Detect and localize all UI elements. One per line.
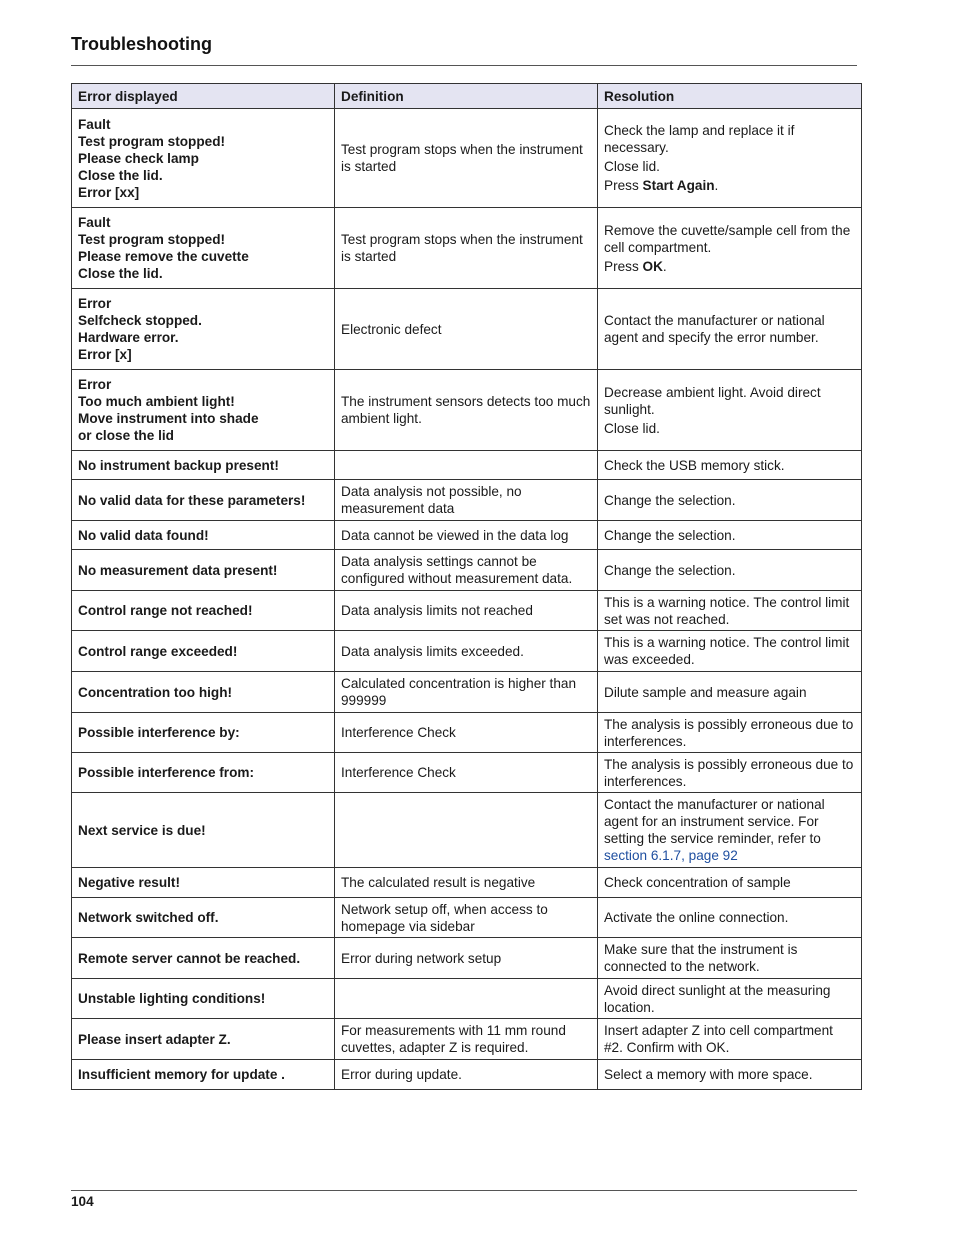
error-line: Too much ambient light! bbox=[78, 394, 235, 409]
error-cell bbox=[72, 521, 335, 550]
section-reference-link[interactable]: section 6.1.7, page 92 bbox=[604, 848, 738, 863]
resolution-text: Press bbox=[604, 178, 643, 193]
resolution-cell bbox=[598, 370, 862, 451]
error-line: Possible interference from: bbox=[78, 765, 255, 780]
resolution-text: The analysis is possibly erroneous due to interferences. bbox=[604, 756, 854, 789]
error-line: Error [xx] bbox=[78, 184, 140, 200]
resolution-text: Activate the online connection. bbox=[604, 910, 789, 925]
definition-cell bbox=[335, 979, 598, 1019]
resolution-paragraph bbox=[604, 982, 855, 1016]
resolution-paragraph bbox=[604, 492, 855, 509]
table-row bbox=[72, 1060, 862, 1090]
table-row bbox=[72, 451, 862, 480]
resolution-cell bbox=[598, 753, 862, 793]
error-cell bbox=[72, 938, 335, 979]
resolution-cell bbox=[598, 1060, 862, 1090]
definition-cell: Calculated concentration is higher than 999999 bbox=[335, 672, 598, 713]
resolution-text: Select a memory with more space. bbox=[604, 1067, 813, 1082]
resolution-text: Change the selection. bbox=[604, 492, 736, 508]
resolution-text: This is a warning notice. The control limit set was not reached. bbox=[604, 594, 850, 627]
resolution-text: . bbox=[662, 258, 667, 274]
resolution-paragraph bbox=[604, 420, 855, 437]
error-cell bbox=[72, 793, 335, 868]
definition-cell: Data analysis settings cannot be configured without measurement data. bbox=[335, 550, 598, 591]
resolution-paragraph bbox=[604, 634, 855, 668]
table-row bbox=[72, 938, 862, 979]
resolution-text: Change the selection. bbox=[604, 562, 736, 578]
resolution-cell bbox=[598, 480, 862, 521]
resolution-paragraph bbox=[604, 941, 855, 975]
error-cell bbox=[72, 979, 335, 1019]
error-line: Negative result! bbox=[78, 875, 180, 890]
error-line: Please check lamp bbox=[78, 150, 199, 166]
resolution-paragraph bbox=[604, 122, 855, 156]
resolution-paragraph bbox=[604, 312, 855, 346]
definition-cell: Error during network setup bbox=[335, 938, 598, 979]
error-line: Please remove the cuvette bbox=[78, 249, 249, 264]
column-header-resolution: Resolution bbox=[598, 84, 862, 109]
resolution-text: Press bbox=[604, 258, 643, 274]
resolution-text: Check concentration of sample bbox=[604, 875, 791, 890]
error-cell bbox=[72, 631, 335, 672]
resolution-cell bbox=[598, 938, 862, 979]
resolution-cell bbox=[598, 289, 862, 370]
column-header-definition: Definition bbox=[335, 84, 598, 109]
table-row bbox=[72, 550, 862, 591]
resolution-text: Change the selection. bbox=[604, 527, 736, 543]
resolution-paragraph bbox=[604, 222, 855, 256]
resolution-cell bbox=[598, 521, 862, 550]
error-line: Selfcheck stopped. bbox=[78, 313, 202, 328]
resolution-cell bbox=[598, 109, 862, 208]
resolution-paragraph bbox=[604, 594, 855, 628]
definition-cell: Error during update. bbox=[335, 1060, 598, 1090]
resolution-paragraph bbox=[604, 796, 855, 864]
error-line: Remote server cannot be reached. bbox=[78, 950, 301, 966]
definition-cell: Network setup off, when access to homepage via sidebar bbox=[335, 898, 598, 938]
resolution-paragraph bbox=[604, 258, 855, 275]
error-line: Control range not reached! bbox=[78, 603, 253, 618]
table-row bbox=[72, 631, 862, 672]
error-line: No valid data found! bbox=[78, 527, 209, 543]
definition-cell: Data analysis not possible, no measurement data bbox=[335, 480, 598, 521]
error-cell bbox=[72, 451, 335, 480]
page-number: 104 bbox=[71, 1194, 94, 1209]
table-row bbox=[72, 753, 862, 793]
error-line: Please insert adapter Z. bbox=[78, 1031, 231, 1047]
header-divider bbox=[71, 65, 857, 66]
error-cell bbox=[72, 550, 335, 591]
resolution-paragraph bbox=[604, 562, 855, 579]
resolution-text: Check the lamp and replace it if necessary. bbox=[604, 123, 795, 155]
table-row bbox=[72, 793, 862, 868]
resolution-text: Close lid. bbox=[604, 420, 660, 436]
error-cell bbox=[72, 672, 335, 713]
resolution-cell bbox=[598, 208, 862, 289]
definition-cell: For measurements with 11 mm round cuvettes, adapter Z is required. bbox=[335, 1019, 598, 1060]
error-cell bbox=[72, 370, 335, 451]
error-cell bbox=[72, 713, 335, 753]
definition-cell: Test program stops when the instrument is started bbox=[335, 109, 598, 208]
resolution-cell bbox=[598, 793, 862, 868]
page-title: Troubleshooting bbox=[71, 34, 212, 54]
resolution-cell bbox=[598, 868, 862, 898]
definition-cell: Data cannot be viewed in the data log bbox=[335, 521, 598, 550]
resolution-paragraph bbox=[604, 1022, 855, 1056]
error-line: Control range exceeded! bbox=[78, 643, 238, 659]
error-line: No measurement data present! bbox=[78, 562, 278, 578]
resolution-paragraph bbox=[604, 457, 855, 474]
error-line: or close the lid bbox=[78, 428, 174, 443]
resolution-paragraph bbox=[604, 158, 855, 175]
error-cell bbox=[72, 208, 335, 289]
error-line: Close the lid. bbox=[78, 266, 163, 281]
error-line: Error bbox=[78, 377, 112, 392]
table-row bbox=[72, 1019, 862, 1060]
resolution-paragraph bbox=[604, 684, 855, 701]
error-cell bbox=[72, 1019, 335, 1060]
table-row bbox=[72, 208, 862, 289]
error-cell bbox=[72, 868, 335, 898]
resolution-cell bbox=[598, 672, 862, 713]
error-line: Insufficient memory for update . bbox=[78, 1067, 285, 1082]
table-row bbox=[72, 289, 862, 370]
error-cell bbox=[72, 591, 335, 631]
error-line: Test program stopped! bbox=[78, 133, 226, 149]
definition-cell: Test program stops when the instrument is started bbox=[335, 208, 598, 289]
error-cell bbox=[72, 1060, 335, 1090]
resolution-cell bbox=[598, 591, 862, 631]
error-line: Unstable lighting conditions! bbox=[78, 991, 266, 1006]
definition-cell: Data analysis limits not reached bbox=[335, 591, 598, 631]
resolution-cell bbox=[598, 550, 862, 591]
definition-cell: The calculated result is negative bbox=[335, 868, 598, 898]
error-line: Error [x] bbox=[78, 347, 132, 362]
definition-cell: Interference Check bbox=[335, 753, 598, 793]
definition-cell bbox=[335, 451, 598, 480]
table-row bbox=[72, 521, 862, 550]
error-cell bbox=[72, 898, 335, 938]
resolution-text: Contact the manufacturer or national agent for an instrument service. For setting the service reminder, refer to bbox=[604, 797, 825, 846]
resolution-cell bbox=[598, 898, 862, 938]
error-line: Move instrument into shade bbox=[78, 411, 259, 426]
definition-cell: Electronic defect bbox=[335, 289, 598, 370]
table-row bbox=[72, 898, 862, 938]
resolution-cell bbox=[598, 979, 862, 1019]
resolution-text: Decrease ambient light. Avoid direct sunlight. bbox=[604, 384, 821, 417]
error-line: Concentration too high! bbox=[78, 684, 233, 700]
table-header-row bbox=[72, 84, 862, 109]
resolution-paragraph bbox=[604, 874, 855, 891]
error-line: Hardware error. bbox=[78, 330, 179, 345]
resolution-text: Avoid direct sunlight at the measuring location. bbox=[604, 982, 831, 1015]
resolution-paragraph bbox=[604, 909, 855, 926]
resolution-text: Insert adapter Z into cell compartment #2. Confirm with OK. bbox=[604, 1023, 833, 1055]
error-cell bbox=[72, 289, 335, 370]
error-line: Fault bbox=[78, 215, 111, 230]
table-row bbox=[72, 979, 862, 1019]
resolution-text: Contact the manufacturer or national agent and specify the error number. bbox=[604, 313, 825, 345]
table-row bbox=[72, 713, 862, 753]
table-row bbox=[72, 591, 862, 631]
error-line: Next service is due! bbox=[78, 822, 206, 838]
error-line: Possible interference by: bbox=[78, 725, 240, 740]
resolution-paragraph bbox=[604, 527, 855, 544]
definition-cell bbox=[335, 793, 598, 868]
resolution-text: . bbox=[714, 178, 719, 193]
error-cell bbox=[72, 480, 335, 521]
error-line: No instrument backup present! bbox=[78, 457, 279, 473]
table-row bbox=[72, 370, 862, 451]
resolution-text: Dilute sample and measure again bbox=[604, 684, 807, 700]
resolution-paragraph bbox=[604, 384, 855, 418]
resolution-cell bbox=[598, 631, 862, 672]
resolution-paragraph bbox=[604, 756, 855, 790]
definition-cell: Data analysis limits exceeded. bbox=[335, 631, 598, 672]
resolution-paragraph bbox=[604, 1066, 855, 1083]
error-line: Error bbox=[78, 296, 112, 311]
error-cell bbox=[72, 753, 335, 793]
error-cell bbox=[72, 109, 335, 208]
error-line: Test program stopped! bbox=[78, 232, 226, 247]
definition-cell: The instrument sensors detects too much ambient light. bbox=[335, 370, 598, 451]
resolution-cell bbox=[598, 1019, 862, 1060]
resolution-cell bbox=[598, 451, 862, 480]
bold-term: Start Again bbox=[642, 178, 715, 193]
error-line: No valid data for these parameters! bbox=[78, 492, 306, 508]
table-row bbox=[72, 868, 862, 898]
resolution-text: Check the USB memory stick. bbox=[604, 457, 785, 473]
table-row bbox=[72, 109, 862, 208]
error-line: Network switched off. bbox=[78, 910, 219, 925]
resolution-text: Close lid. bbox=[604, 159, 660, 174]
error-line: Fault bbox=[78, 116, 111, 132]
resolution-cell bbox=[598, 713, 862, 753]
error-table bbox=[71, 83, 862, 1090]
column-header-error: Error displayed bbox=[72, 84, 335, 109]
resolution-paragraph bbox=[604, 177, 855, 194]
resolution-text: Make sure that the instrument is connected to the network. bbox=[604, 942, 798, 974]
resolution-text: The analysis is possibly erroneous due to interferences. bbox=[604, 716, 854, 749]
table-row bbox=[72, 672, 862, 713]
bold-term: OK bbox=[642, 258, 663, 274]
error-line: Close the lid. bbox=[78, 167, 163, 183]
table-row bbox=[72, 480, 862, 521]
resolution-paragraph bbox=[604, 716, 855, 750]
resolution-text: This is a warning notice. The control limit was exceeded. bbox=[604, 635, 850, 667]
definition-cell: Interference Check bbox=[335, 713, 598, 753]
footer-divider bbox=[71, 1190, 857, 1191]
resolution-text: Remove the cuvette/sample cell from the cell compartment. bbox=[604, 222, 851, 255]
